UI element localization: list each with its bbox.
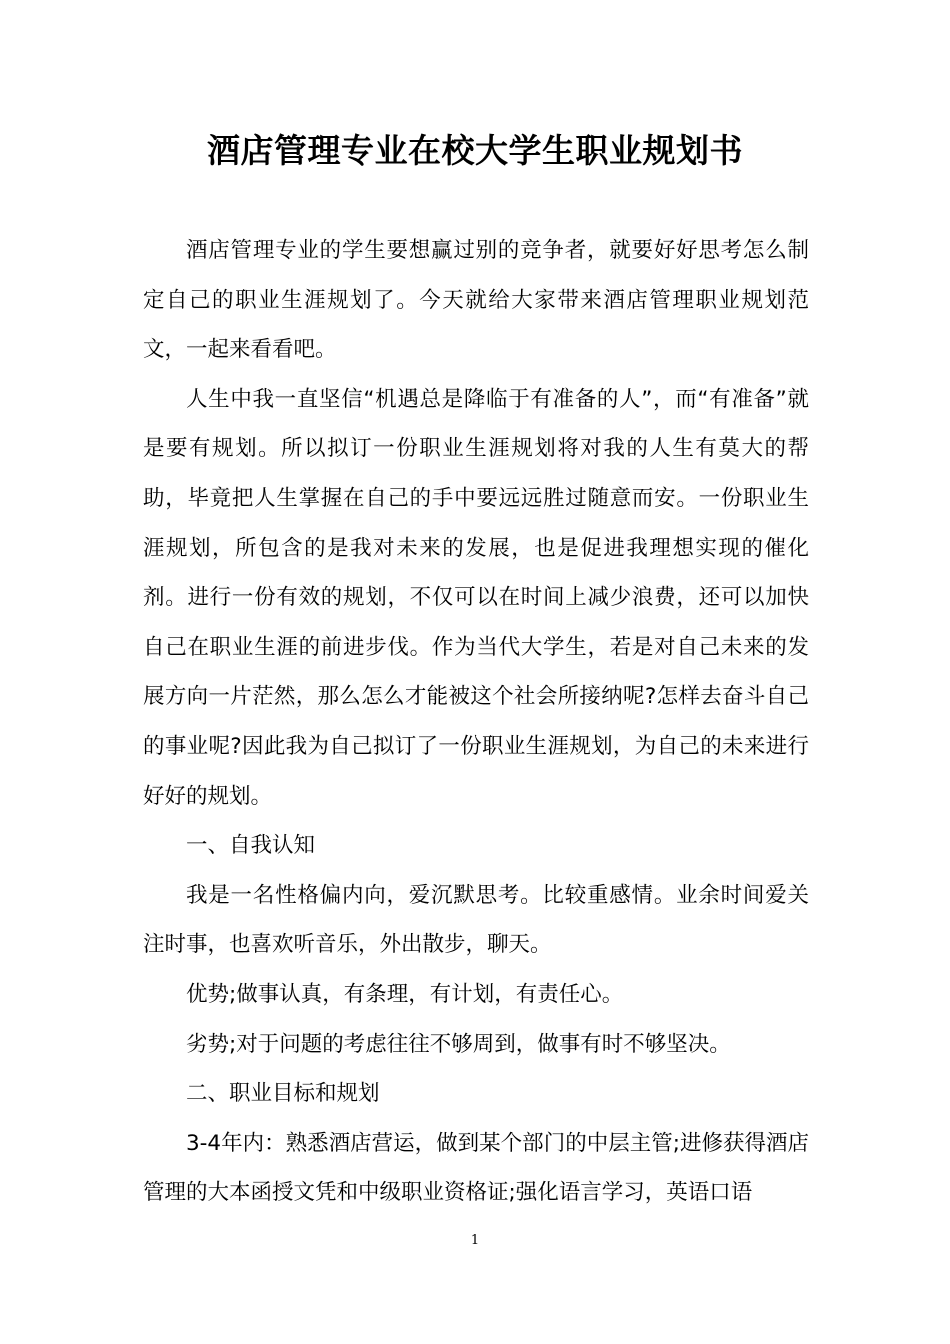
paragraph-preparation: 人生中我一直坚信“机遇总是降临于有准备的人”，而“有准备”就是要有规划。所以拟订一份职业生涯规划将对我的人生有莫大的帮助，毕竟把人生掌握在自己的手中要远远胜过随意而安。一份职业生涯规划，所包含的是我对未来的发展，也是促进我理想实现的催化剂。进行一份有效的规划，不仅可以在时间上减少浪费，还可以加快自己在职业生涯的前进步伐。作为当代大学生，若是对自己未来的发展方向一片茫然，那么怎么才能被这个社会所接纳呢?怎样去奋斗自己的事业呢?因此我为自己拟订了一份职业生涯规划，为自己的未来进行好好的规划。 xyxy=(143,386,809,809)
document-body xyxy=(143,226,809,1218)
paragraph-weaknesses: 劣势;对于问题的考虑往往不够周到，做事有时不够坚决。 xyxy=(186,1031,731,1057)
page-number: 1 xyxy=(470,1233,480,1248)
intro-paragraph: 酒店管理专业的学生要想赢过别的竞争者，就要好好思考怎么制定自己的职业生涯规划了。今天就给大家带来酒店管理职业规划范文，一起来看看吧。 xyxy=(143,238,809,363)
section-heading-self-awareness: 一、自我认知 xyxy=(186,833,316,859)
paragraph-personality: 我是一名性格偏内向，爱沉默思考。比较重感情。业余时间爱关注时事，也喜欢听音乐，外出散步，聊天。 xyxy=(143,882,809,958)
section-heading-career-goals: 二、职业目标和规划 xyxy=(186,1081,380,1107)
paragraph-strengths: 优势;做事认真，有条理，有计划，有责任心。 xyxy=(186,981,624,1007)
document-title: 酒店管理专业在校大学生职业规划书 xyxy=(207,131,743,170)
paragraph-short-term-plan: 3-4年内：熟悉酒店营运，做到某个部门的中层主管;进修获得酒店管理的大本函授文凭和中级职业资格证;强化语言学习，英语口语 xyxy=(143,1130,809,1206)
